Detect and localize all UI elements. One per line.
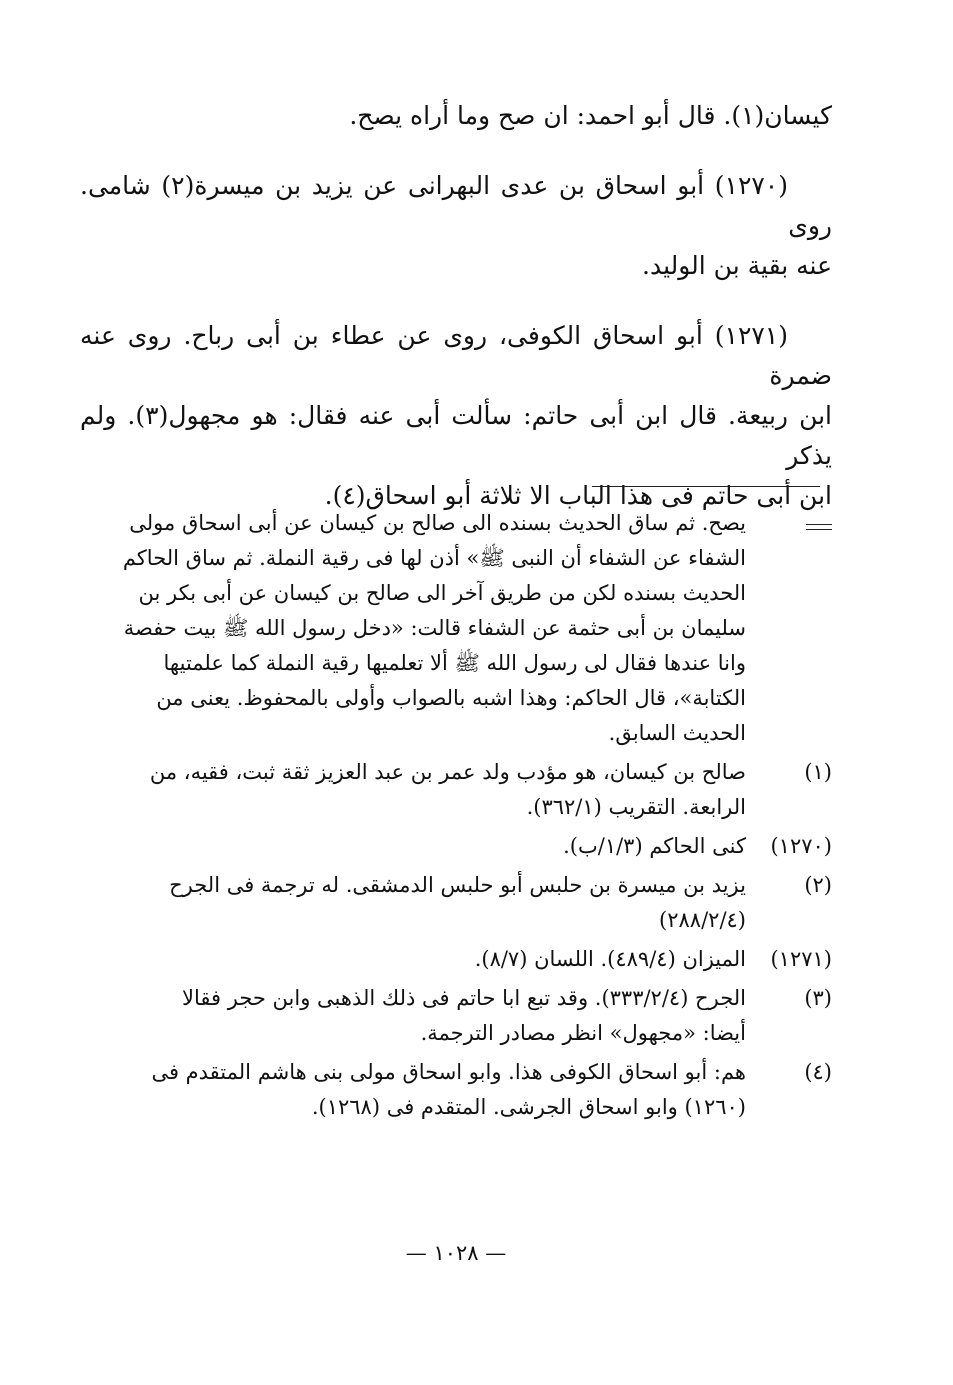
text-line: (١٢٦٠) وابو اسحاق الجرشى. المتقدم فى (١٢٦٨).	[311, 1095, 746, 1119]
footnote-mark: (١٢٧٠)	[770, 834, 832, 858]
text-line: (١٢٧٠) أبو اسحاق بن عدى البهرانى عن يزيد بن ميسرة(٢) شامى. روى	[80, 171, 832, 240]
text-line: هم: أبو اسحاق الكوفى هذا. وابو اسحاق مولى بنى هاشم المتقدم فى	[151, 1060, 746, 1084]
footnote-mark: (١)	[804, 760, 832, 784]
page-number: — ١٠٢٨ —	[405, 1241, 507, 1265]
text-line: عنه بقية بن الوليد.	[642, 251, 832, 280]
footnote-1270	[80, 829, 832, 864]
footnote-body	[80, 1055, 746, 1125]
text-line: الرابعة. التقريب (٣٦٢/١).	[526, 795, 746, 819]
entry-1270	[80, 166, 832, 286]
text-line: الكتابة»، قال الحاكم: وهذا اشبه بالصواب وأولى بالمحفوظ. يعنى من	[156, 686, 746, 710]
text-line: ابن ربيعة. قال ابن أبى حاتم: سألت أبى عنه فقال: هو مجهول(٣). ولم يذكر	[80, 401, 833, 470]
text-line: (١٢٧١) أبو اسحاق الكوفى، روى عن عطاء بن أبى رباح. روى عنه ضمرة	[80, 321, 832, 390]
text-line: وانا عندها فقال لى رسول الله ﷺ ألا تعلميها رقية النملة كما علمتيها	[163, 651, 746, 675]
text-line: يصح. ثم ساق الحديث بسنده الى صالح بن كيسان عن أبى اسحاق مولى	[129, 511, 746, 535]
footnote-body	[80, 506, 746, 751]
footnote-4	[80, 1055, 832, 1125]
text-line: (٢٨٨/٢/٤)	[659, 908, 746, 932]
footnote-1	[80, 755, 832, 825]
text-line: أيضا: «مجهول» انظر مصادر الترجمة.	[420, 1021, 746, 1045]
footnote-2	[80, 868, 832, 938]
footnote-3	[80, 981, 832, 1051]
footnote-mark: (١٢٧١)	[770, 947, 832, 971]
footnote-body	[80, 829, 746, 864]
paragraph-continuation	[80, 96, 832, 136]
footnote-body	[80, 981, 746, 1051]
footnote-body	[80, 942, 746, 977]
footnote-mark: (٤)	[804, 1060, 832, 1084]
footnotes	[80, 506, 832, 1129]
text-line: يزيد بن ميسرة بن حلبس أبو حلبس الدمشقى. له ترجمة فى الجرح	[169, 873, 746, 897]
text-line: كنى الحاكم (١/٣/ب).	[563, 834, 746, 858]
text-line: صالح بن كيسان، هو مؤدب ولد عمر بن عبد العزيز ثقة ثبت، فقيه، من	[149, 760, 746, 784]
text-line: الميزان (٤٨٩/٤). اللسان (٨/٧).	[474, 947, 746, 971]
text-line: سليمان بن أبى حثمة عن الشفاء قالت: «دخل رسول الله ﷺ بيت حفصة	[123, 616, 746, 640]
footnote-body	[80, 755, 746, 825]
footnote-mark: (٣)	[804, 986, 832, 1010]
footnote-divider	[592, 486, 820, 487]
continuation-mark-icon	[746, 506, 832, 751]
text-line: الحديث بسنده لكن من طريق آخر الى صالح بن كيسان عن أبى بكر بن	[138, 581, 746, 605]
text-line: الشفاء عن الشفاء أن النبى ﷺ» أذن لها فى رقية النملة. ثم ساق الحاكم	[122, 546, 746, 570]
book-page	[80, 96, 832, 1366]
text-line: الحديث السابق.	[608, 721, 746, 745]
text-line: كيسان(١). قال أبو احمد: ان صح وما أراه يصح.	[349, 101, 832, 130]
text-line: ابن أبى حاتم فى هذا الباب الا ثلاثة أبو اسحاق(٤).	[324, 481, 832, 510]
footnote-continuation	[80, 506, 832, 751]
footnote-1271	[80, 942, 832, 977]
main-text	[80, 96, 832, 516]
footnote-body	[80, 868, 746, 938]
text-line: الجرح (٣٣٣/٢/٤). وقد تبع ابا حاتم فى ذلك الذهبى وابن حجر فقالا	[182, 986, 746, 1010]
footnote-mark: (٢)	[804, 873, 832, 897]
